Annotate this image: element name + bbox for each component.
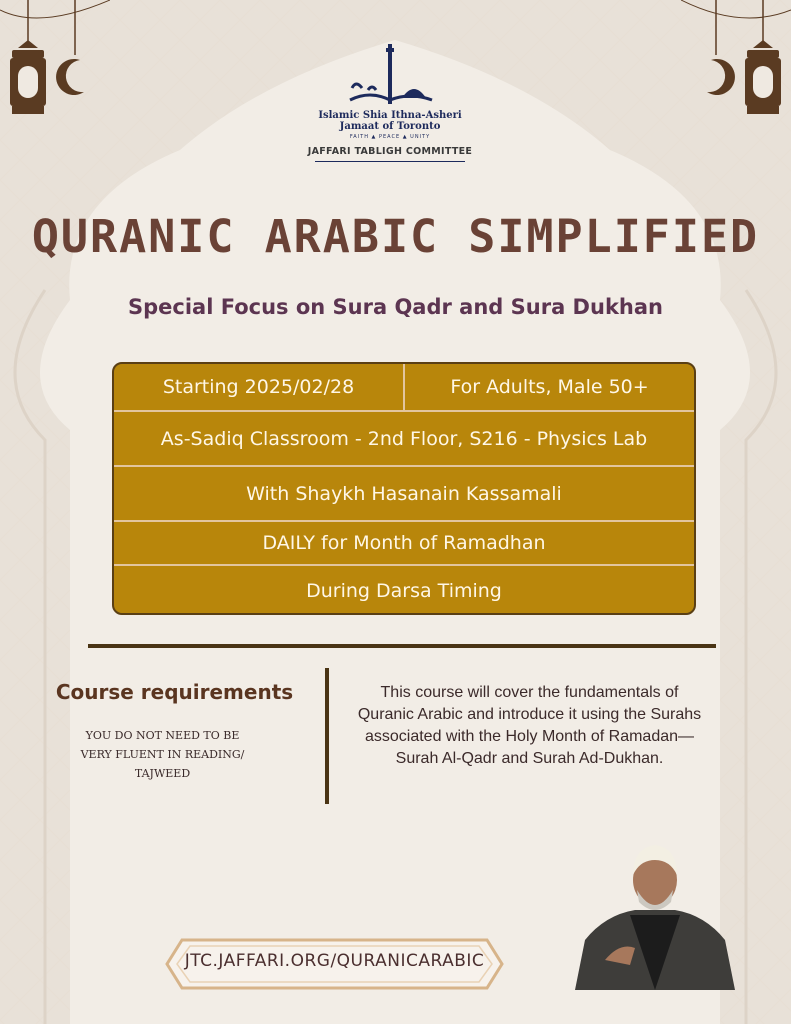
- page-subtitle: Special Focus on Sura Qadr and Sura Dukhan: [128, 295, 663, 319]
- committee-underline: [315, 161, 465, 162]
- page-title: QURANIC ARABIC SIMPLIFIED: [31, 210, 760, 263]
- mosque-skyline-logo-icon: [340, 40, 440, 110]
- instructor: With Shaykh Hasanain Kassamali: [114, 467, 694, 522]
- org-name-line2: Jamaat of Toronto: [339, 121, 441, 132]
- audience: For Adults, Male 50+: [450, 376, 649, 398]
- details-row-start-audience: [114, 364, 694, 412]
- hanging-lantern-right: [681, 0, 791, 130]
- hanging-lantern-icon: [681, 0, 791, 114]
- timing: During Darsa Timing: [306, 579, 502, 602]
- section-divider: [88, 644, 716, 648]
- course-url-link[interactable]: JTC.JAFFARI.ORG/QURANICARABIC: [184, 951, 485, 971]
- org-tagline: FAITH ▲ PEACE ▲ UNITY: [349, 134, 431, 140]
- schedule: DAILY for Month of Ramadhan: [114, 522, 694, 566]
- course-details-panel: [112, 362, 696, 615]
- requirements-heading: Course requirements: [55, 680, 294, 704]
- hanging-lantern-left: [0, 0, 110, 130]
- organization-logo: [290, 40, 490, 162]
- instructor-photo: [575, 830, 735, 990]
- start-date: Starting 2025/02/28: [114, 364, 405, 410]
- org-name-line1: Islamic Shia Ithna-Asheri: [318, 110, 462, 121]
- vertical-divider: [325, 668, 329, 804]
- location: As-Sadiq Classroom - 2nd Floor, S216 - Physics Lab: [114, 412, 694, 467]
- crescent-moon-icon: [56, 0, 84, 95]
- requirements-body: YOU DO NOT NEED TO BE VERY FLUENT IN READING/ TAJWEED: [80, 729, 245, 780]
- course-description: This course will cover the fundamentals of Quranic Arabic and introduce it using the Surahs associated with the Holy Month of Ramadan—Surah Al-Qadr and Surah Ad-Dukhan.: [357, 684, 702, 767]
- committee-name: JAFFARI TABLIGH COMMITTEE: [307, 146, 473, 157]
- hanging-lantern-icon: [0, 0, 110, 114]
